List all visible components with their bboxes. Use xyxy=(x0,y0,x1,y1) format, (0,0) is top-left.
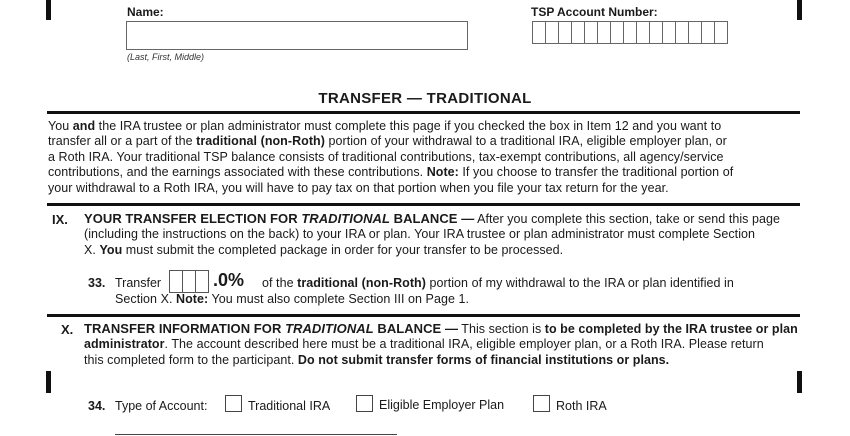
item-33-text-line: portion of my withdrawal to the IRA or plan identified in xyxy=(425,276,734,290)
name-label: Name: xyxy=(127,5,164,19)
item-33-text-line: Section X. xyxy=(115,292,176,306)
tsp-digit-box[interactable] xyxy=(662,21,676,44)
section-x-rule xyxy=(47,314,800,317)
section-x-text-line: this completed form to the participant. xyxy=(84,352,298,367)
section-ix-rule xyxy=(47,203,800,206)
tsp-account-number-field[interactable] xyxy=(532,21,727,44)
intro-text: the IRA trustee or plan administrator must complete this page if you checked the box in Item 12 and you want to xyxy=(95,119,722,133)
title-rule xyxy=(47,111,800,114)
section-ix-text xyxy=(84,211,804,258)
eligible-employer-plan-checkbox[interactable] xyxy=(356,395,373,412)
intro-bold: Note: xyxy=(426,165,459,180)
section-ix-text-line: must submit the completed package in order for your transfer to be processed. xyxy=(122,242,564,257)
section-x-bold: Do not submit transfer forms of financial institutions or plans. xyxy=(297,352,670,367)
section-x-heading-italic: TRADITIONAL xyxy=(285,321,374,336)
section-x-text xyxy=(84,321,804,368)
tsp-digit-box[interactable] xyxy=(597,21,611,44)
percent-digit-box[interactable] xyxy=(182,270,196,293)
section-ix-heading-italic: TRADITIONAL xyxy=(301,211,390,226)
section-ix-heading: YOUR TRANSFER ELECTION FOR xyxy=(84,211,302,226)
intro-bold: and xyxy=(72,119,96,133)
section-ix-number: IX. xyxy=(52,212,68,227)
section-x-number: X. xyxy=(61,322,74,337)
section-x-bold: to be completed by the IRA trustee or plan xyxy=(544,322,798,336)
registration-mark-top-left xyxy=(46,0,51,20)
tsp-account-label: TSP Account Number: xyxy=(531,5,658,19)
name-hint: (Last, First, Middle) xyxy=(127,52,205,62)
intro-paragraph xyxy=(48,119,808,196)
transfer-percentage-field[interactable] xyxy=(169,270,208,293)
tsp-digit-box[interactable] xyxy=(714,21,728,44)
item-33-text-line: You must also complete Section III on Page 1. xyxy=(208,292,469,306)
roth-ira-checkbox[interactable] xyxy=(533,395,550,412)
account-name-line[interactable] xyxy=(115,434,397,435)
section-x-heading-end: BALANCE — xyxy=(373,321,458,336)
tsp-digit-box[interactable] xyxy=(688,21,702,44)
tsp-digit-box[interactable] xyxy=(649,21,663,44)
tsp-digit-box[interactable] xyxy=(623,21,637,44)
registration-mark-bottom-right xyxy=(797,371,802,393)
percent-suffix: .0% xyxy=(213,270,245,290)
item-33-number: 33. xyxy=(88,276,106,290)
page-title: TRANSFER — TRADITIONAL xyxy=(318,90,532,107)
intro-text: If you choose to transfer the traditional portion of xyxy=(458,165,734,180)
section-x-bold: administrator xyxy=(84,337,165,352)
transfer-label: Transfer xyxy=(115,276,162,290)
intro-text: transfer all or a part of the xyxy=(48,134,197,149)
registration-mark-bottom-left xyxy=(46,371,51,393)
intro-bold: traditional (non-Roth) xyxy=(196,134,325,149)
tsp-digit-box[interactable] xyxy=(545,21,559,44)
tsp-digit-box[interactable] xyxy=(571,21,585,44)
section-ix-text-line: After you complete this section, take or send this page xyxy=(474,212,780,226)
tsp-digit-box[interactable] xyxy=(584,21,598,44)
tsp-digit-box[interactable] xyxy=(532,21,546,44)
item-33-text-line: of the xyxy=(262,276,298,290)
tsp-digit-box[interactable] xyxy=(701,21,715,44)
intro-text: contributions, and the earnings associated with these contributions. xyxy=(48,165,427,180)
percent-digit-box[interactable] xyxy=(169,270,183,293)
intro-text: You xyxy=(48,119,73,133)
percent-digit-box[interactable] xyxy=(195,270,209,293)
account-type-label: Type of Account: xyxy=(115,399,208,413)
section-x-text-line: . The account described here must be a traditional IRA, eligible employer plan, or a Roth IRA. Please return xyxy=(164,337,764,352)
eligible-employer-plan-label: Eligible Employer Plan xyxy=(379,398,505,412)
item-34-number: 34. xyxy=(88,399,106,413)
section-ix-text-line: X. xyxy=(84,242,100,257)
roth-ira-label: Roth IRA xyxy=(556,399,607,413)
item-33-bold: traditional (non-Roth) xyxy=(297,276,426,290)
section-ix-text-line: (including the instructions on the back) to your IRA or plan. Your IRA trustee or plan administrator must complete Section xyxy=(84,227,756,242)
section-ix-heading-end: BALANCE — xyxy=(389,211,475,226)
intro-text: a Roth IRA. Your traditional TSP balance consists of traditional contributions, tax-exempt contributions, all agency/service xyxy=(48,149,724,164)
tsp-digit-box[interactable] xyxy=(610,21,624,44)
section-x-heading: TRANSFER INFORMATION FOR xyxy=(84,321,286,336)
tsp-digit-box[interactable] xyxy=(558,21,572,44)
item-33-note xyxy=(115,292,715,307)
registration-mark-top-right xyxy=(797,0,802,20)
tsp-digit-box[interactable] xyxy=(636,21,650,44)
item-33-bold: Note: xyxy=(176,292,209,306)
section-ix-bold: You xyxy=(99,242,123,257)
tsp-digit-box[interactable] xyxy=(675,21,689,44)
section-x-text-line: This section is xyxy=(458,322,545,336)
intro-text: portion of your withdrawal to a traditional IRA, eligible employer plan, or xyxy=(324,134,727,149)
intro-text: your withdrawal to a Roth IRA, you will have to pay tax on that portion when you file your tax return for the year. xyxy=(48,180,669,195)
item-33-text xyxy=(262,276,802,291)
traditional-ira-label: Traditional IRA xyxy=(248,399,331,413)
name-field[interactable] xyxy=(126,21,468,50)
traditional-ira-checkbox[interactable] xyxy=(225,395,242,412)
